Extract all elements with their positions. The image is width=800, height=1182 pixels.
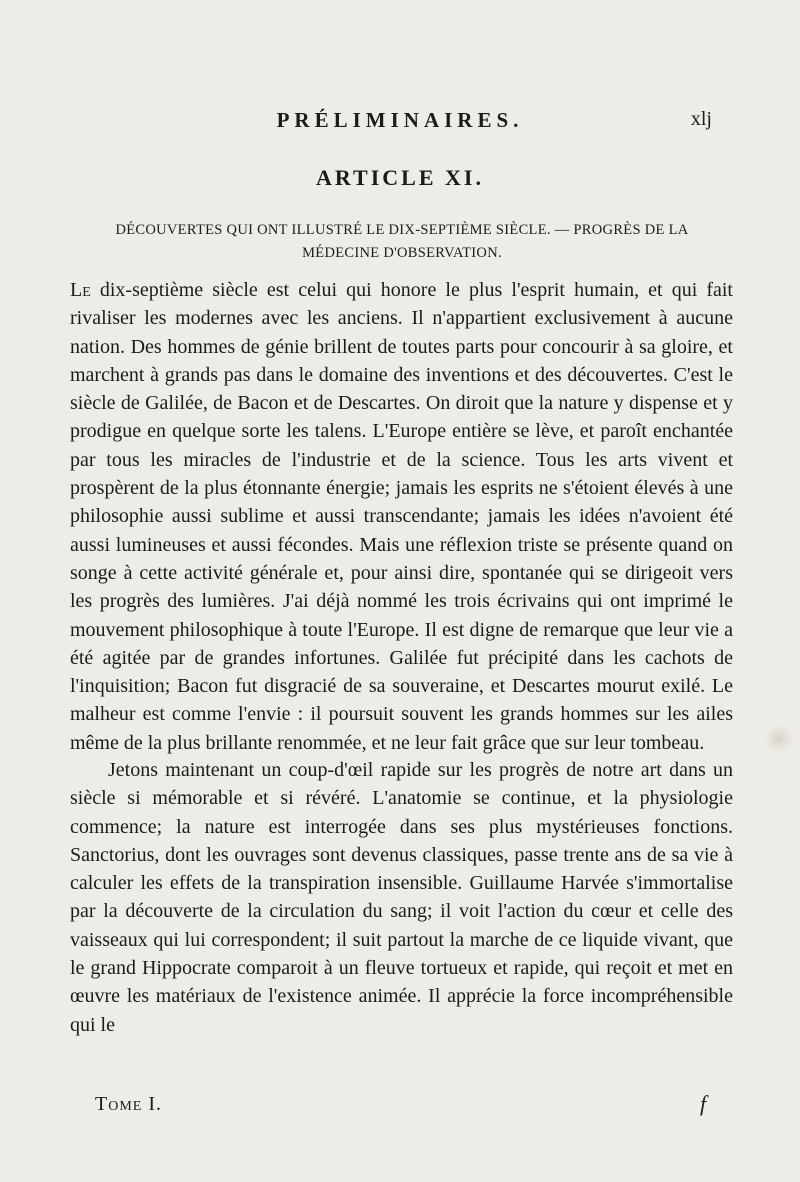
section-heading: DÉCOUVERTES QUI ONT ILLUSTRÉ LE DIX-SEPTIÈME SIÈCLE. — PROGRÈS DE LA MÉDECINE D'OBSERVATION.	[115, 222, 689, 261]
paragraph-2	[70, 756, 733, 1039]
paragraph-1-text: dix-septième siècle est celui qui honore le plus l'esprit humain, et qui fait rivaliser les modernes avec les anciens. Il n'appartient exclusivement à aucune nation. Des hommes de génie brillent de toutes parts pour concourir à sa gloire, et marchent à grands pas dans le domaine des inventions et des découvertes. C'est le siècle de Galilée, de Bacon et de Descartes. On diroit que la nature y dispense et y prodigue en quelque sorte les talens. L'Europe entière se lève, et paroît enchantée par tous les miracles de l'industrie et de la science. Tous les arts vivent et prospèrent de la plus étonnante énergie; jamais les esprits ne s'étoient élevés à une philosophie aussi sublime et aussi transcendante; jamais les idées n'avoient été aussi lumineuses et aussi fécondes. Mais une réflexion triste se présente quand on songe à cette activité générale et, pour ainsi dire, spontanée qui se dirigeoit vers les progrès des lumières. J'ai déjà nommé les trois écrivains qui ont imprimé le mouvement philosophique à toute l'Europe. Il est digne de remarque que leur vie a été agitée par de grandes infortunes. Galilée fut précipité dans les cachots de l'inquisition; Bacon fut disgracié de sa souveraine, et Descartes mourut exilé. Le malheur est comme l'envie : il poursuit souvent les grands hommes sur les ailes même de la plus brillante renommée, et ne leur fait grâce que sur leur tombeau.	[70, 279, 733, 754]
paper-stain	[765, 725, 793, 753]
article-title: ARTICLE XI.	[316, 165, 484, 190]
page-number: xlj	[690, 108, 712, 130]
volume-label: Tome I.	[95, 1093, 162, 1115]
running-title: PRÉLIMINAIRES.	[276, 108, 524, 132]
signature-mark: f	[700, 1091, 707, 1116]
page-header	[0, 108, 800, 138]
paragraph-2-text: Jetons maintenant un coup-d'œil rapide sur les progrès de notre art dans un siècle si mémorable et si révéré. L'anatomie se continue, et la physiologie commence; la nature est interrogée dans ses plus mystérieuses fonctions. Sanctorius, dont les ouvrages sont devenus classiques, passe trente ans de sa vie à calculer les effets de la transpiration insensible. Guillaume Harvée s'immortalise par la découverte de la circulation du sang; il voit l'action du cœur et celle des vaisseaux qui lui correspondent; il suit partout la marche de ce liquide vivant, que le grand Hippocrate comparoit à un fleuve tortueux et rapide, qui reçoit et met en œuvre les matériaux de l'existence animée. Il apprécie la force incompréhensible qui le	[70, 759, 733, 1036]
paragraph-lead-word: Le	[70, 279, 91, 301]
paragraph-1	[70, 276, 733, 757]
